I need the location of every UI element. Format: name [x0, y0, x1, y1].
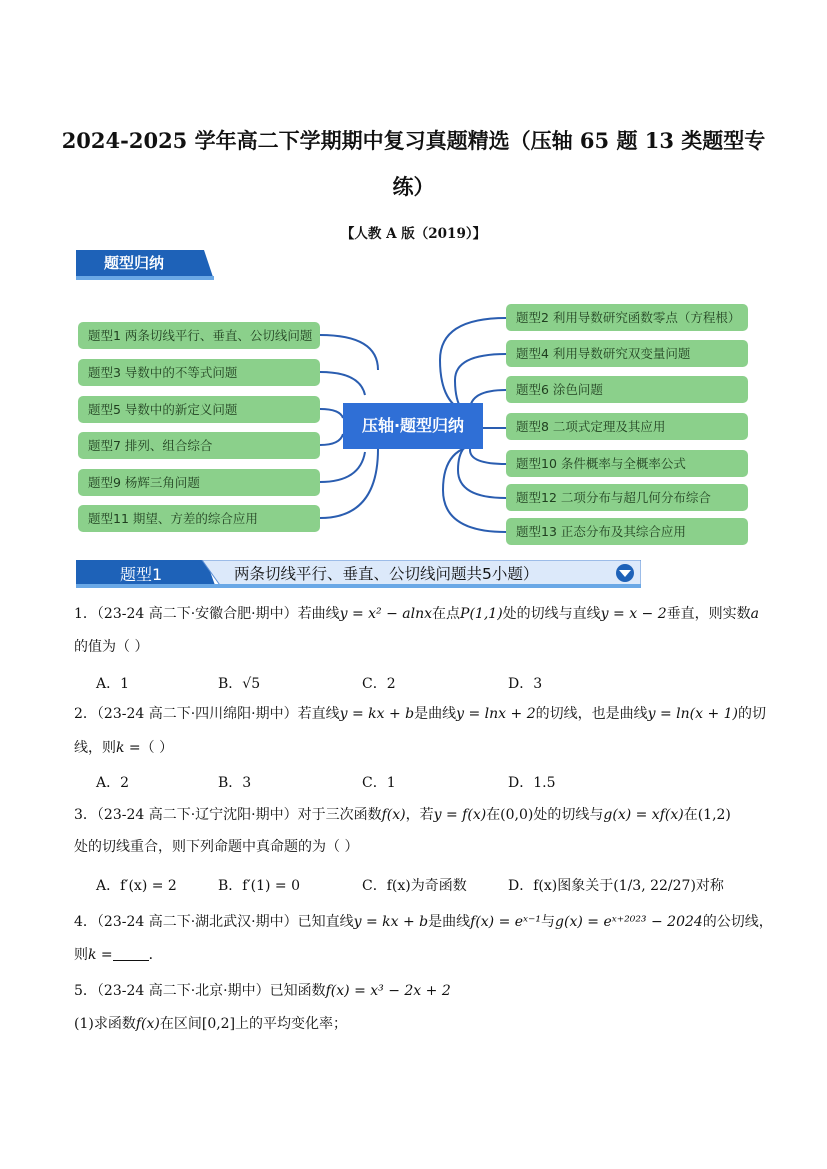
question-3-line-2: 处的切线重合，则下列命题中真命题的为（ ）	[74, 839, 359, 855]
q2-math: y = lnx + 2	[456, 706, 536, 722]
mindmap-right-item: 题型2 利用导数研究函数零点（方程根）	[506, 304, 748, 331]
option-b: B．f′(1) = 0	[218, 878, 301, 894]
edition-subtitle: 【人教 A 版（2019）】	[340, 226, 487, 242]
q5-math: f(x)	[135, 1016, 160, 1032]
q1-math: P(1,1)	[460, 606, 503, 622]
collapse-icon[interactable]	[614, 564, 634, 584]
mindmap-right-item: 题型8 二项式定理及其应用	[506, 413, 748, 440]
title-line-1: 2024-2025 学年高二下学期期中复习真题精选（压轴 65 题 13 类题型专	[61, 128, 766, 153]
option-c: C．1	[362, 775, 396, 791]
q3-text: ，若	[405, 807, 434, 823]
question-3	[74, 805, 754, 825]
q4-math: k =	[88, 947, 113, 963]
q3-math: f(x)	[381, 807, 406, 823]
q1-text: 在点	[432, 606, 461, 622]
q2-text: 线，则	[74, 740, 116, 756]
option-d: D．1.5	[508, 775, 556, 791]
option-c: C．f(x)为奇函数	[362, 878, 467, 894]
mindmap-right-item: 题型6 涂色问题	[506, 376, 748, 403]
q2-math: y = ln(x + 1)	[647, 706, 739, 722]
q3-text: 在(1,2)	[683, 807, 731, 823]
mindmap-left-item: 题型1 两条切线平行、垂直、公切线问题	[78, 322, 320, 349]
question-5	[74, 981, 754, 1001]
q1-text: 处的切线与直线	[502, 606, 601, 622]
option-a: A．f′(x) = 2	[96, 878, 177, 894]
q4-text: 与	[541, 914, 556, 930]
q2-math: k =	[116, 740, 141, 756]
q1-text: 垂直，则实数	[666, 606, 751, 622]
q2-text: 是曲线	[414, 706, 457, 722]
option-c: C．2	[362, 676, 396, 692]
question-4-line-2	[74, 945, 754, 965]
mindmap-right-item: 题型12 二项分布与超几何分布综合	[506, 484, 748, 511]
title-line-2: 练）	[392, 174, 435, 199]
q4-text: 4．（23-24 高二下·湖北武汉·期中）已知直线	[74, 914, 354, 930]
q5-math: f(x) = x³ − 2x + 2	[325, 983, 451, 999]
q5-text: 在区间[0,2]上的平均变化率；	[159, 1016, 348, 1032]
q4-text: 是曲线	[428, 914, 471, 930]
question-2-line-2	[74, 738, 754, 758]
mindmap-left-item: 题型3 导数中的不等式问题	[78, 359, 320, 386]
mindmap-right-item: 题型13 正态分布及其综合应用	[506, 518, 748, 545]
q2-text: 2．（23-24 高二下·四川绵阳·期中）若直线	[74, 706, 340, 722]
q5-text: 5．（23-24 高二下·北京·期中）已知函数	[74, 983, 326, 999]
option-b: B．3	[218, 775, 252, 791]
q2-math: y = kx + b	[339, 706, 415, 722]
q3-text: 3．（23-24 高二下·辽宁沈阳·期中）对于三次函数	[74, 807, 382, 823]
q4-text: ．	[148, 947, 163, 963]
q4-math: y = kx + b	[353, 914, 429, 930]
q1-math: y = x − 2	[600, 606, 667, 622]
answer-blank[interactable]	[113, 946, 149, 961]
question-4	[74, 912, 773, 932]
q1-text: 1．（23-24 高二下·安徽合肥·期中）若曲线	[74, 606, 340, 622]
mindmap-right-item: 题型4 利用导数研究双变量问题	[506, 340, 748, 367]
question-1	[74, 604, 759, 624]
q2-text: 的切线，也是曲线	[535, 706, 648, 722]
q4-math: f(x) = eˣ⁻¹	[470, 914, 542, 930]
q4-text: 的公切线，	[702, 914, 773, 930]
banner-label: 题型归纳	[104, 254, 165, 272]
mindmap-left-item: 题型11 期望、方差的综合应用	[78, 505, 320, 532]
mindmap-left-item: 题型7 排列、组合综合	[78, 432, 320, 459]
q1-math: y = x² − alnx	[339, 606, 433, 622]
mindmap-right-item: 题型10 条件概率与全概率公式	[506, 450, 748, 477]
section-label: 题型1	[120, 565, 163, 584]
q5-text: (1)求函数	[74, 1016, 136, 1032]
q3-math: g(x) = xf(x)	[603, 807, 684, 823]
option-b: B．√5	[218, 676, 261, 692]
q2-text: （ ）	[140, 740, 174, 756]
q3-math: y = f(x)	[433, 807, 487, 823]
q2-text: 的切	[738, 706, 767, 722]
q1-math: a	[750, 606, 759, 622]
mindmap-left-item: 题型5 导数中的新定义问题	[78, 396, 320, 423]
q4-text: 则	[74, 947, 88, 963]
mindmap-left-item: 题型9 杨辉三角问题	[78, 469, 320, 496]
question-1-line-2: 的值为（ ）	[74, 639, 149, 655]
q3-text: 在(0,0)处的切线与	[486, 807, 604, 823]
option-a: A．2	[96, 775, 130, 791]
q4-math: g(x) = eˣ⁺²⁰²³ − 2024	[555, 914, 703, 930]
question-5-sub-1	[74, 1014, 754, 1034]
option-d: D．f(x)图象关于(1/3, 22/27)对称	[508, 878, 724, 894]
mindmap-center-node: 压轴·题型归纳	[343, 403, 483, 449]
option-a: A．1	[96, 676, 130, 692]
option-d: D．3	[508, 676, 543, 692]
question-2	[74, 704, 767, 724]
section-title: 两条切线平行、垂直、公切线问题共5小题）	[234, 565, 539, 583]
